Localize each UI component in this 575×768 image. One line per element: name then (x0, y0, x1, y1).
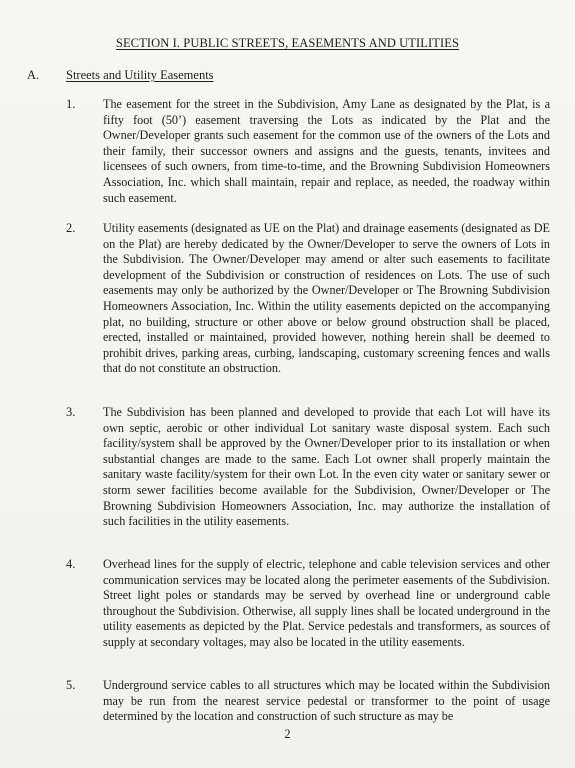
item-number: 3. (66, 405, 76, 419)
subsection-letter: A. (27, 68, 40, 82)
item-number: 4. (66, 557, 76, 571)
subsection-title: Streets and Utility Easements (66, 68, 214, 82)
item-text: Underground service cables to all structures which may be located within the Subdivision may be run from the nearest service pedestal or transformer to the point of usage determined by the location and construction of such structure as may be (103, 678, 550, 724)
item-text: The Subdivision has been planned and developed to provide that each Lot will have its own septic, aerobic or other individual Lot sanitary waste disposal system. Each such facility/system shall be approved by the Owner/Developer prior to its installation or when substantial changes are made to the same. Each Lot owner shall properly maintain the sanitary waste facility/system for their own Lot. In the even city water or sanitary sewer or storm sewer facilities become available for the Subdivision, Owner/Developer or The Browning Subdivision Homeowners Association, Inc. may authorize the installation of such facilities in the utility easements. (103, 405, 550, 529)
item-text: Overhead lines for the supply of electric, telephone and cable television services and other communication services may be located along the perimeter easements of the Subdivision. Street light poles or standards may be served by overhead line or underground cable throughout the Subdivision. Otherwise, all supply lines shall be located underground in the utility easements as depicted by the Plat. Service pedestals and transformers, as sources of supply at secondary voltages, may also be located in the utility easements. (103, 557, 550, 649)
section-title-text: SECTION I. PUBLIC STREETS, EASEMENTS AND UTILITIES (115, 36, 460, 50)
item-number: 1. (66, 97, 76, 111)
item-text: Utility easements (designated as UE on the Plat) and drainage easements (designated as DE on the Plat) are hereby dedicated by the Owner/Developer to serve the owners of Lots in the Subdivision. The Owner/Developer may amend or alter such easements to facilitate development of the Subdivision or construction of residences on Lots. The use of such easements may only be authorized by the Owner/Developer or The Browning Subdivision Homeowners Association, Inc. Within the utility easements depicted on the accompanying plat, no building, structure or other above or below ground obstruction shall be placed, erected, installed or maintained, provided however, nothing herein shall be deemed to prohibit drives, parking areas, curbing, landscaping, customary screening fences and walls that do not constitute an obstruction. (103, 221, 550, 376)
item-number: 5. (66, 678, 76, 692)
page-number: 2 (284, 727, 291, 741)
item-number: 2. (66, 221, 76, 235)
item-text: The easement for the street in the Subdivision, Amy Lane as designated by the Plat, is a fifty foot (50’) easement traversing the Lots as indicated by the Plat and the Owner/Developer grants such easement for the common use of the owners of the Lots and their family, their successor owners and assigns and the guests, tenants, invitees and licensees of such owners, from time-to-time, and the Browning Subdivision Homeowners Association, Inc. which shall maintain, repair and replace, as needed, the roadway within such easement. (103, 97, 550, 205)
section-title (0, 36, 575, 51)
